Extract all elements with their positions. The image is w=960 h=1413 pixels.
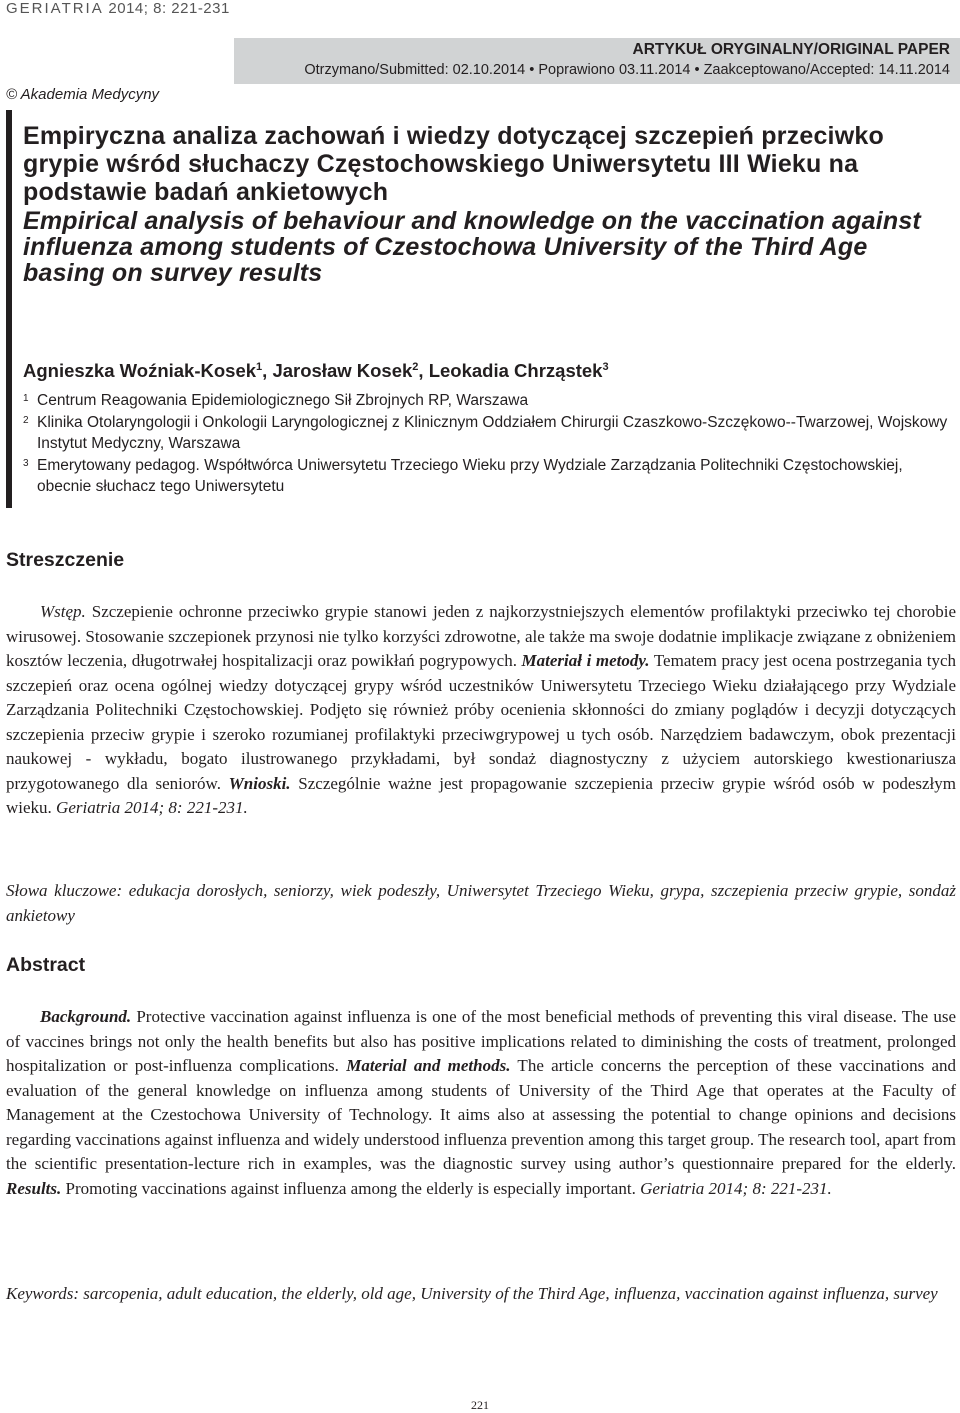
wnioski-label: Wnioski. bbox=[228, 773, 291, 793]
methods-label: Material and methods. bbox=[346, 1056, 511, 1075]
article-type: ARTYKUŁ ORYGINALNY/ORIGINAL PAPER bbox=[632, 41, 950, 58]
methods-text: The article concerns the perception of these vaccinations and evaluation of the general knowledge on influenza among students of University of the Third Age that operates at the Faculty of Management at the Czestochowa University of Technology. It aims also at assessing the potential to change opinions and decisions regarding vaccinations against influenza and widely understood influenza prevention among this target group. The research tool, apart from the scientific presentation-lecture rich in examples, was the diagnostic survey using author’s questionnaire prepared for the elderly. bbox=[6, 1056, 957, 1173]
journal-ref: 2014; 8: 221-231 bbox=[108, 0, 230, 17]
abstract-body bbox=[6, 1005, 956, 1201]
affiliation-text: Emerytowany pedagog. Współtwórca Uniwersytetu Trzeciego Wieku przy Wydziale Zarządzania Politechniki Częstochowskiej, obecnie słuchacz tego Uniwersytetu bbox=[37, 456, 903, 495]
slowa-kluczowe: Słowa kluczowe: edukacja dorosłych, seniorzy, wiek podeszły, Uniwersytet Trzeciego Wieku, grypa, szczepienia przeciw grypie, sondaż ankietowy bbox=[6, 881, 956, 925]
streszczenie-body bbox=[6, 600, 956, 821]
title-polish: Empiryczna analiza zachowań i wiedzy dotyczącej szczepień przeciwko grypie wśród słuchaczy Częstochowskiego Uniwersytetu III Wieku na podstawie badań ankietowych bbox=[23, 122, 884, 206]
author-name: Jarosław Kosek bbox=[272, 360, 413, 381]
wnioski-text: Szczególnie ważne jest propagowanie szczepienia przeciw grypie wśród osób w podeszłym wieku. bbox=[6, 773, 956, 817]
author-sup: 2 bbox=[412, 360, 419, 373]
affiliation-num: 3 bbox=[23, 457, 29, 469]
background-label: Background. bbox=[40, 1007, 132, 1026]
affiliation-text: Klinika Otolaryngologii i Onkologii Laryngologicznej z Klinicznym Oddziałem Chirurgii Czaszkowo-Szczękowo--Twarzowej, Wojskowy Instytut Medyczny, Warszawa bbox=[37, 413, 948, 452]
author-list: Agnieszka Woźniak-Kosek$^1$, Jarosław Kosek$^2$, Leokadia Chrząstek$^3$ bbox=[23, 360, 609, 381]
title-rule bbox=[6, 110, 12, 508]
streszczenie-citation: Geriatria 2014; 8: 221-231. bbox=[56, 798, 248, 817]
submission-dates: Otrzymano/Submitted: 02.10.2014 • Poprawiono 03.11.2014 • Zaakceptowano/Accepted: 14.11.2014 bbox=[304, 62, 950, 78]
author-name: Leokadia Chrząstek bbox=[428, 360, 603, 381]
author-sup: 3 bbox=[602, 360, 609, 373]
journal-header bbox=[6, 0, 230, 17]
affiliation-text: Centrum Reagowania Epidemiologicznego Sił Zbrojnych RP, Warszawa bbox=[37, 392, 529, 409]
affiliation bbox=[23, 455, 948, 498]
material-label: Materiał i metody. bbox=[521, 651, 650, 670]
affiliations bbox=[23, 390, 948, 498]
copyright: © Akademia Medycyny bbox=[6, 86, 160, 103]
author-sup: 1 bbox=[256, 360, 263, 373]
affiliation-num: 2 bbox=[23, 414, 29, 426]
abstract-heading: Abstract bbox=[6, 954, 86, 976]
abstract-citation: Geriatria 2014; 8: 221-231. bbox=[640, 1178, 832, 1198]
results-label: Results. bbox=[6, 1178, 62, 1198]
affiliation bbox=[23, 390, 948, 412]
results-text: Promoting vaccinations against influenza among the elderly is especially important. bbox=[61, 1178, 641, 1198]
affiliation-num: 1 bbox=[23, 393, 29, 404]
keywords: Keywords: sarcopenia, adult education, the elderly, old age, University of the Third Age, influenza, vaccination against influenza, survey bbox=[6, 1284, 938, 1303]
affiliation bbox=[23, 412, 948, 455]
journal-name: GERIATRIA bbox=[6, 0, 104, 17]
streszczenie-heading: Streszczenie bbox=[6, 549, 125, 571]
material-text: Tematem pracy jest ocena postrzegania tych szczepień oraz ocena ogólnej wiedzy dotyczącej grypy wśród uczestników Uniwersytetu Trzeciego Wieku działającego przy Wydziale Zarządzania Politechniki Częstochowskiej. Podjęto się również próby ocenienia skłonności do zmiany poglądów i decyzji dotyczących szczepienia przeciw grypie i szeroko rozumianej profilaktyki przeciwgrypowej u tych osób. Narzędziem badawczym, obok prezentacji naukowej - wykładu, bogato ilustrowanego przykładami, był sondaż diagnostyczny z użyciem autorskiego kwestionariusza przygotowanego dla seniorów. bbox=[6, 651, 956, 793]
wstep-label: Wstęp. bbox=[40, 602, 86, 621]
background-text: Protective vaccination against influenza is one of the most beneficial methods of preventing this viral disease. The use of vaccines brings not only the health benefits but also has positive implications related to diminishing the costs of treatment, prolonged hospitalization or post-influenza complications. bbox=[6, 1007, 956, 1075]
page-number: 221 bbox=[471, 1398, 489, 1412]
title-english: Empirical analysis of behaviour and knowledge on the vaccination against influenza among students of Czestochowa University of the Third Age basing on survey results bbox=[23, 207, 921, 287]
author-name: Agnieszka Woźniak-Kosek bbox=[23, 360, 257, 381]
wstep-text: Szczepienie ochronne przeciwko grypie stanowi jeden z najkorzystniejszych elementów profilaktyki przeciwko tej chorobie wirusowej. Stosowanie szczepionek przynosi nie tylko korzyści zdrowotne, ale także ma swoje dodatnie implikacje związane z obniżeniem kosztów leczenia, długotrwałej hospitalizacji oraz powikłań pogrypowych. bbox=[6, 602, 956, 670]
